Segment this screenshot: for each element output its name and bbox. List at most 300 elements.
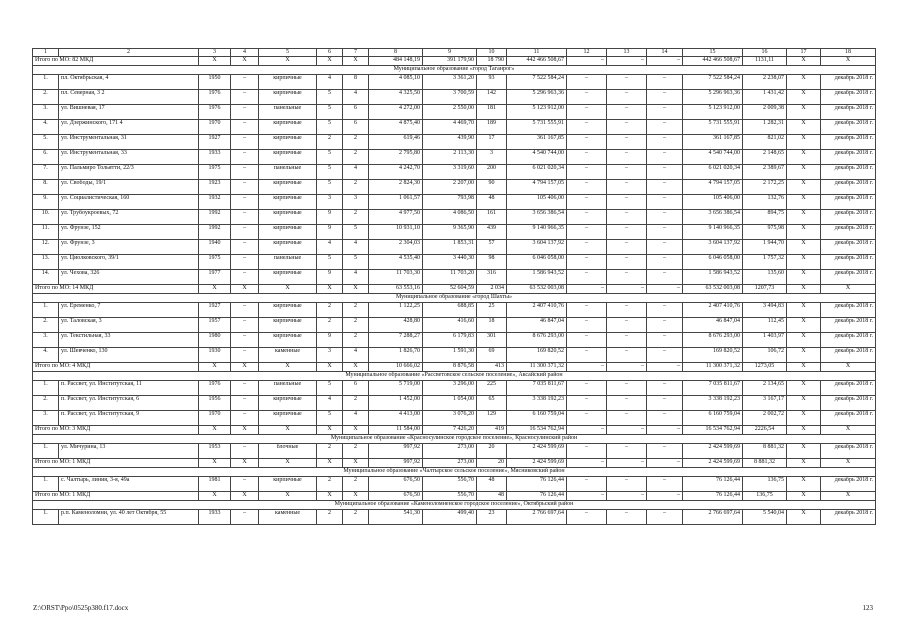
table-cell: 3 604 137,92 [683,240,743,255]
table-cell: 1 944,70 [743,240,787,255]
table-cell: 5 [317,90,343,105]
column-number: 18 [821,49,876,57]
column-number-row [33,49,876,57]
table-cell: кирпичные [259,225,317,240]
subtotal-cell: X [821,492,876,501]
row-number: 1. [33,75,59,90]
column-number: 16 [743,49,787,57]
table-cell: 997,92 [369,444,423,459]
table-cell: 4 413,00 [369,411,423,426]
subtotal-cell: X [787,459,821,468]
table-cell: 4 [343,90,369,105]
table-cell: 5 [317,120,343,135]
table-cell: 6 160 759,04 [507,411,567,426]
table-cell: 2 [343,510,369,525]
table-cell: 5 540,04 [743,510,787,525]
row-number: 1. [33,303,59,318]
table-cell: – [567,444,607,459]
table-cell: – [607,75,647,90]
table-cell: X [787,255,821,270]
table-cell: X [787,396,821,411]
table-cell: 975,98 [743,225,787,240]
table-cell: – [607,240,647,255]
table-cell: – [647,180,683,195]
subtotal-cell: X [821,426,876,435]
table-cell: – [607,348,647,363]
subtotal-cell: – [567,459,607,468]
table-cell: 2 [317,318,343,333]
table-cell: 135,60 [743,270,787,285]
table-cell: – [607,477,647,492]
table-row [33,75,876,90]
table-cell: декабрь 2018 г. [821,195,876,210]
subtotal-cell: 11 300 371,32 [683,363,743,372]
row-number: 2. [33,396,59,411]
table-row [33,210,876,225]
subtotal-cell: X [343,492,369,501]
subtotal-cell: X [231,57,259,66]
address-cell: ул. Свободы, 19/1 [59,180,199,195]
table-cell: 3 656 386,54 [683,210,743,225]
table-cell: декабрь 2018 г. [821,255,876,270]
table-cell: – [607,180,647,195]
table-cell: 2 [343,150,369,165]
table-cell: X [787,90,821,105]
subtotal-cell: X [199,492,231,501]
table-cell: кирпичные [259,396,317,411]
row-number: 1. [33,477,59,492]
table-cell: 4 794 157,05 [683,180,743,195]
table-cell: декабрь 2018 г. [821,90,876,105]
table-cell: 2 [343,333,369,348]
subtotal-cell: – [647,363,683,372]
table-cell: 2 [343,396,369,411]
subtotal-cell: – [647,285,683,294]
table-cell: – [567,120,607,135]
table-cell: – [231,225,259,240]
table-cell: каменные [259,510,317,525]
table-cell: – [231,444,259,459]
subtotal-cell: X [231,459,259,468]
table-cell: 4 242,70 [369,165,423,180]
subtotal-cell: – [567,363,607,372]
subtotal-cell: 2 424 599,69 [507,459,567,468]
address-cell: ул. Текстильная, 33 [59,333,199,348]
table-cell: 5 [343,255,369,270]
row-number: 4. [33,348,59,363]
table-cell: – [567,90,607,105]
table-cell: 76 126,44 [507,477,567,492]
table-cell: X [787,444,821,459]
subtotal-cell: 676,50 [369,492,423,501]
row-number: 14. [33,270,59,285]
table-cell: 1 853,31 [423,240,477,255]
table-cell: 3 361,20 [423,75,477,90]
table-cell: – [231,240,259,255]
table-cell: 2 [317,477,343,492]
table-cell: декабрь 2018 г. [821,318,876,333]
table-cell: – [647,90,683,105]
table-cell: 3 [343,195,369,210]
subtotal-cell: X [317,57,343,66]
subtotal-cell: 273,00 [423,459,477,468]
table-cell: 1 282,31 [743,120,787,135]
column-number: 12 [567,49,607,57]
table-cell: 46 847,04 [683,318,743,333]
subtotal-row [33,459,876,468]
section-heading-row [33,435,876,444]
table-cell: – [647,150,683,165]
table-cell: 5 [317,255,343,270]
subtotal-cell: X [787,363,821,372]
table-cell: кирпичные [259,318,317,333]
table-cell: – [567,210,607,225]
table-cell: 9 [317,333,343,348]
table-cell: 1 122,25 [369,303,423,318]
row-number: 5. [33,135,59,150]
row-number: 10. [33,210,59,225]
table-cell: 3 [477,150,507,165]
section-heading-row [33,372,876,381]
address-cell: ул. Фрунзе, 152 [59,225,199,240]
section-heading-row [33,66,876,75]
address-cell: ул. Дзержинского, 171 4 [59,120,199,135]
subtotal-cell: X [821,363,876,372]
table-cell: декабрь 2018 г. [821,75,876,90]
table-cell: 2 424 599,69 [507,444,567,459]
column-number: 7 [343,49,369,57]
table-row [33,225,876,240]
table-cell: – [231,477,259,492]
table-cell: – [607,225,647,240]
subtotal-cell: X [343,459,369,468]
table-cell: – [567,348,607,363]
subtotal-row [33,492,876,501]
subtotal-cell: X [343,363,369,372]
table-cell: 2 [343,180,369,195]
table-cell: 1 054,00 [423,396,477,411]
table-cell: – [567,411,607,426]
table-cell: – [647,318,683,333]
table-cell: – [647,477,683,492]
table-cell: 9 [317,225,343,240]
table-cell: 8 676 293,00 [507,333,567,348]
row-number: 1. [33,381,59,396]
table-cell: 1 403,97 [743,333,787,348]
subtotal-row [33,426,876,435]
subtotal-cell: 556,70 [423,492,477,501]
table-cell: 11 703,30 [369,270,423,285]
table-cell: 6 [343,120,369,135]
subtotal-cell: X [199,459,231,468]
row-number: 12. [33,240,59,255]
subtotal-label: Итого по МО: 4 МКД [33,363,199,372]
table-cell: декабрь 2018 г. [821,303,876,318]
table-row [33,195,876,210]
address-cell: п. Рассвет, ул. Институтская, 6 [59,396,199,411]
row-number: 8. [33,180,59,195]
subtotal-cell: – [607,363,647,372]
table-cell: 1976 [199,105,231,120]
table-cell: 1992 [199,225,231,240]
table-cell: 4 [343,411,369,426]
subtotal-cell: – [647,459,683,468]
table-row [33,120,876,135]
subtotal-cell: 419 [477,426,507,435]
table-cell: – [567,510,607,525]
subtotal-cell: 11 584,00 [369,426,423,435]
table-cell: 105 406,00 [683,195,743,210]
subtotal-cell: 7 426,20 [423,426,477,435]
subtotal-cell: 63 553,16 [369,285,423,294]
address-cell: ул. Чехова, 326 [59,270,199,285]
table-cell: – [231,120,259,135]
subtotal-cell: – [567,57,607,66]
table-cell: 1953 [199,444,231,459]
table-cell: 1933 [199,510,231,525]
table-cell: 1981 [199,477,231,492]
table-cell: 18 [477,318,507,333]
subtotal-cell: – [607,426,647,435]
table-cell: – [647,105,683,120]
address-cell: ул. Мичурина, 13 [59,444,199,459]
table-cell: декабрь 2018 г. [821,150,876,165]
address-cell: ул. Таловская, 3 [59,318,199,333]
table-cell: 69 [477,348,507,363]
table-cell: декабрь 2018 г. [821,135,876,150]
table-cell: 181 [477,105,507,120]
table-cell: кирпичные [259,477,317,492]
table-cell: X [787,333,821,348]
table-cell: 2 [343,318,369,333]
table-cell: 5 296 963,36 [507,90,567,105]
table-row [33,90,876,105]
subtotal-cell: 16 534 762,94 [507,426,567,435]
table-cell: 9 140 966,35 [683,225,743,240]
row-number: 13. [33,255,59,270]
table-cell: 5 731 555,91 [683,120,743,135]
table-cell: кирпичные [259,150,317,165]
table-cell: 6 046 058,00 [683,255,743,270]
table-cell: 4 085,10 [369,75,423,90]
table-cell: 2 [343,135,369,150]
address-cell: пл. Октябрьская, 4 [59,75,199,90]
table-cell: – [231,135,259,150]
table-cell: 439,90 [423,135,477,150]
table-cell: панельные [259,381,317,396]
table-cell: – [647,396,683,411]
table-cell: X [787,510,821,525]
table-cell: 2 [317,303,343,318]
table-cell: – [567,225,607,240]
table-cell: – [231,75,259,90]
table-cell: 5 [317,180,343,195]
table-cell: 316 [477,270,507,285]
subtotal-cell: – [647,426,683,435]
address-cell: ул. Шевченко, 130 [59,348,199,363]
table-cell: X [787,381,821,396]
table-cell: 4 086,50 [423,210,477,225]
subtotal-cell: 16 534 762,94 [683,426,743,435]
subtotal-cell: 1207,73 [743,285,787,294]
table-cell: 9 365,90 [423,225,477,240]
subtotal-cell: X [787,57,821,66]
table-cell: 2 766 697,64 [507,510,567,525]
table-cell: – [567,195,607,210]
subtotal-cell: X [259,492,317,501]
address-cell: п. Рассвет, ул. Институтская, 11 [59,381,199,396]
table-cell: 5 [317,105,343,120]
table-cell: 105 406,00 [507,195,567,210]
table-cell: 3 296,00 [423,381,477,396]
table-cell: 7 035 811,67 [683,381,743,396]
table-cell: 3 [317,195,343,210]
table-row [33,135,876,150]
column-number: 3 [199,49,231,57]
table-cell: кирпичные [259,135,317,150]
subtotal-cell: X [199,426,231,435]
subtotal-cell: 413 [477,363,507,372]
table-cell: 57 [477,240,507,255]
table-cell: – [231,255,259,270]
table-cell: 11 703,20 [423,270,477,285]
subtotal-cell: X [199,363,231,372]
table-cell: 2 113,30 [423,150,477,165]
subtotal-cell: X [259,426,317,435]
subtotal-label: Итого по МО: 3 МКД [33,426,199,435]
table-cell: кирпичные [259,120,317,135]
subtotal-cell: 8 876,58 [423,363,477,372]
table-cell: – [567,477,607,492]
address-cell: пл. Северная, 3 2 [59,90,199,105]
table-cell: 821,02 [743,135,787,150]
table-cell: 129 [477,411,507,426]
table-cell: 4 [343,270,369,285]
subtotal-cell: X [259,459,317,468]
table-cell: 1956 [199,396,231,411]
table-cell: 2 550,00 [423,105,477,120]
section-heading-row [33,501,876,510]
table-cell: 23 [477,510,507,525]
table-cell: – [231,396,259,411]
table-cell: кирпичные [259,270,317,285]
table-cell: – [647,135,683,150]
table-cell: 189 [477,120,507,135]
table-cell: 2 148,65 [743,150,787,165]
table-cell: – [647,510,683,525]
address-cell: р.п. Каменоломни, ул. 40 лет Октября, 55 [59,510,199,525]
table-cell: панельные [259,255,317,270]
row-number: 6. [33,150,59,165]
table-cell: – [231,333,259,348]
table-cell: 3 656 386,54 [507,210,567,225]
table-row [33,381,876,396]
table-cell: 4 [343,165,369,180]
subtotal-cell: 52 604,59 [423,285,477,294]
table-cell: декабрь 2018 г. [821,225,876,240]
table-row [33,255,876,270]
subtotal-cell: X [821,57,876,66]
table-cell: декабрь 2018 г. [821,120,876,135]
section-heading: Муниципальное образование «Каменоломненское городское поселение», Октябрьский район [33,501,876,510]
table-cell: 6 [343,105,369,120]
subtotal-cell: – [647,57,683,66]
table-cell: кирпичные [259,75,317,90]
subtotal-cell: X [231,426,259,435]
table-cell: 2 766 697,64 [683,510,743,525]
table-cell: X [787,165,821,180]
table-cell: 2 [317,510,343,525]
table-cell: 1975 [199,255,231,270]
subtotal-label: Итого по МО: 1 МКД [33,459,199,468]
subtotal-cell: – [607,285,647,294]
table-cell: 65 [477,396,507,411]
subtotal-row [33,285,876,294]
table-cell: 2 002,72 [743,411,787,426]
column-number: 8 [369,49,423,57]
table-cell: – [231,210,259,225]
table-cell: 416,60 [423,318,477,333]
table-cell: X [787,318,821,333]
table-cell: – [607,381,647,396]
table-cell: 1930 [199,348,231,363]
table-cell: 6 [343,381,369,396]
table-cell: – [647,255,683,270]
table-cell: панельные [259,105,317,120]
table-cell: декабрь 2018 г. [821,210,876,225]
table-cell: 4 272,00 [369,105,423,120]
table-cell: 2 [343,303,369,318]
table-cell: 3 338 192,23 [507,396,567,411]
table-cell: 3 076,20 [423,411,477,426]
subtotal-cell: 484 148,19 [369,57,423,66]
table-cell: 142 [477,90,507,105]
table-cell: 4 535,40 [369,255,423,270]
table-cell: 132,76 [743,195,787,210]
subtotal-cell: 442 466 508,67 [683,57,743,66]
table-cell: – [607,210,647,225]
table-cell: 676,50 [369,477,423,492]
column-number: 15 [683,49,743,57]
row-number: 3. [33,333,59,348]
table-cell: 361 167,85 [507,135,567,150]
subtotal-cell: X [821,459,876,468]
subtotal-cell: 2226,54 [743,426,787,435]
address-cell: с. Чалтырь, линия, 3-я, 49а [59,477,199,492]
table-cell: 7 522 584,24 [683,75,743,90]
table-cell: 3 338 192,23 [683,396,743,411]
table-cell: X [787,477,821,492]
table-cell: 1923 [199,180,231,195]
table-row [33,240,876,255]
table-cell: 3 319,60 [423,165,477,180]
table-cell: X [787,180,821,195]
table-cell: – [567,333,607,348]
table-row [33,270,876,285]
table-cell: 46 847,04 [507,318,567,333]
table-cell: – [647,411,683,426]
table-cell: – [607,195,647,210]
table-cell: 4 977,50 [369,210,423,225]
table-cell: – [567,135,607,150]
table-cell: – [647,381,683,396]
table-cell: 273,00 [423,444,477,459]
table-cell: панельные [259,165,317,180]
subtotal-cell: 442 466 508,67 [507,57,567,66]
table-cell: 4 [343,240,369,255]
table-cell: – [567,165,607,180]
table-cell: кирпичные [259,240,317,255]
